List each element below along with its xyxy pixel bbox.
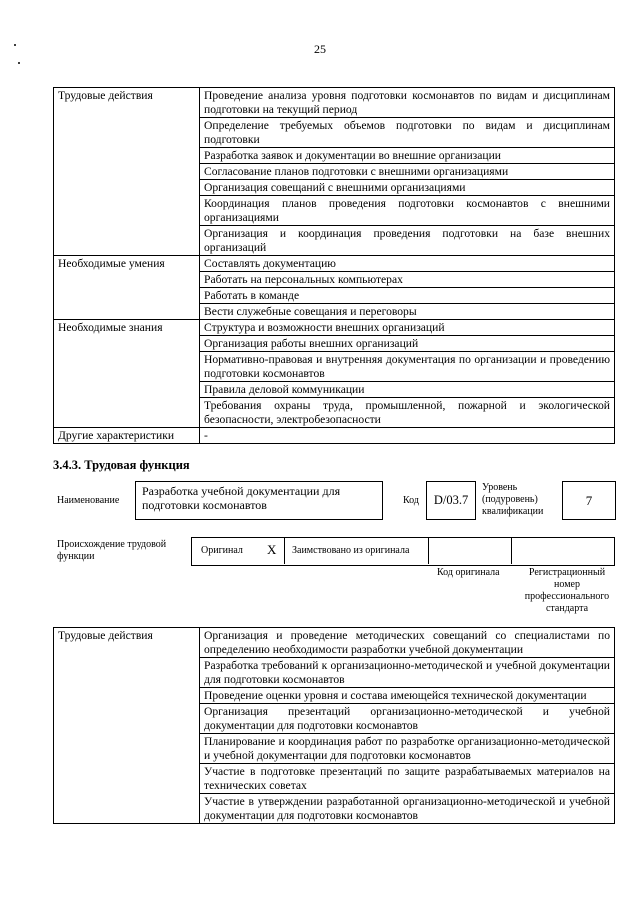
table-row xyxy=(54,320,615,336)
row-item: Составлять документацию xyxy=(200,256,615,272)
level-value: 7 xyxy=(585,493,593,508)
level-value-box xyxy=(562,481,616,520)
row-label: Необходимые знания xyxy=(54,320,200,428)
original-mark: X xyxy=(267,542,277,557)
table-row xyxy=(54,256,615,272)
name-value-box xyxy=(135,481,383,520)
row-label: Необходимые умения xyxy=(54,256,200,320)
row-item: Проведение анализа уровня подготовки космонавтов по видам и дисциплинам подготовки на текущий период xyxy=(200,88,615,118)
row-item: - xyxy=(200,428,615,444)
section-heading: 3.4.3. Трудовая функция xyxy=(53,458,190,472)
original-label: Оригинал xyxy=(201,545,243,556)
row-item: Разработка заявок и документации во внешние организации xyxy=(200,148,615,164)
row-label: Другие характеристики xyxy=(54,428,200,444)
scan-dot xyxy=(18,62,20,64)
origin-label: Происхождение трудовой функции xyxy=(57,539,167,562)
row-item: Участие в утверждении разработанной организационно-методической и учебной документации для подготовки космонавтов xyxy=(200,794,615,824)
origin-code-cell xyxy=(429,537,512,564)
row-label: Трудовые действия xyxy=(54,88,200,256)
name-label: Наименование xyxy=(57,495,120,506)
row-item: Участие в подготовке презентаций по защите разрабатываемых материалов на технических советах xyxy=(200,764,615,794)
row-item: Работать на персональных компьютерах xyxy=(200,272,615,288)
row-item: Согласование планов подготовки с внешними организациями xyxy=(200,164,615,180)
requirements-table xyxy=(53,87,615,444)
code-value: D/03.7 xyxy=(433,493,469,507)
work-actions-table xyxy=(53,627,615,824)
row-item: Структура и возможности внешних организаций xyxy=(200,320,615,336)
row-item: Правила деловой коммуникации xyxy=(200,382,615,398)
reg-number-label: Регистрационный номер профессионального стандарта xyxy=(524,567,610,614)
name-value: Разработка учебной документации для подготовки космонавтов xyxy=(142,484,341,512)
row-item: Планирование и координация работ по разработке организационно-методической и учебной документации для подготовки космонавтов xyxy=(200,734,615,764)
row-item: Работать в команде xyxy=(200,288,615,304)
row-item: Координация планов проведения подготовки космонавтов с внешними организациями xyxy=(200,196,615,226)
page-number: 25 xyxy=(314,42,326,56)
table-row xyxy=(54,628,615,658)
row-item: Организация презентаций организационно-методической и учебной документации для подготовки космонавтов xyxy=(200,704,615,734)
level-label: Уровень (подуровень) квалификации xyxy=(482,482,544,517)
row-item: Организация совещаний с внешними организациями xyxy=(200,180,615,196)
row-item: Организация и координация проведения подготовки на базе внешних организаций xyxy=(200,226,615,256)
row-item: Организация работы внешних организаций xyxy=(200,336,615,352)
borrowed-label: Заимствовано из оригинала xyxy=(292,545,410,556)
row-item: Разработка требований к организационно-методической и учебной документации для подготовки космонавтов xyxy=(200,658,615,688)
row-item: Организация и проведение методических совещаний со специалистами по определению необходимости разработки учебной документации xyxy=(200,628,615,658)
table-row xyxy=(54,88,615,118)
row-item: Вести служебные совещания и переговоры xyxy=(200,304,615,320)
row-item: Определение требуемых объемов подготовки по видам и дисциплинам подготовки xyxy=(200,118,615,148)
code-label: Код xyxy=(403,495,419,506)
row-label: Трудовые действия xyxy=(54,628,200,824)
code-value-box xyxy=(426,481,476,520)
code-original-label: Код оригинала xyxy=(437,567,500,578)
row-item: Требования охраны труда, промышленной, пожарной и экологической безопасности, электробезопасности xyxy=(200,398,615,428)
row-item: Нормативно-правовая и внутренняя документация по организации и проведению подготовки космонавтов xyxy=(200,352,615,382)
row-item: Проведение оценки уровня и состава имеющейся технической документации xyxy=(200,688,615,704)
table-row xyxy=(54,428,615,444)
